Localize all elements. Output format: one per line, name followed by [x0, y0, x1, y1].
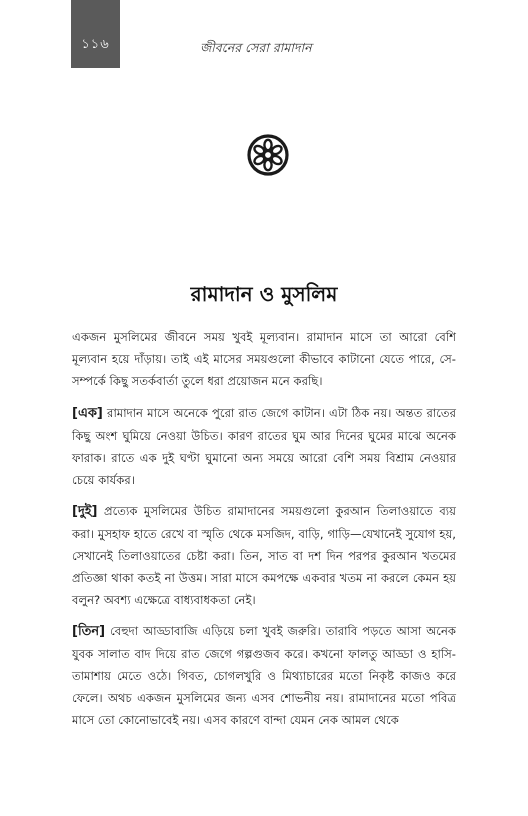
paragraph-three	[72, 620, 456, 731]
paragraph-text: প্রত্যেক মুসলিমের উচিত রামাদানের সময়গুলো কুরআন তিলাওয়াতে ব্যয় করা। মুসহাফ হাতে রেখে বা স্মৃতি থেকে মসজিদ, বাড়ি, গাড়ি—যেখানেই সুযোগ হয়, সেখানেই তিলাওয়াতের চেষ্টা করা। তিন, সাত বা দশ দিন পরপর কুরআন খতমের প্রতিজ্ঞা থাকা কতই না উত্তম। সারা মাসে কমপক্ষে একবার খতম না করলে কেমন হয় বলুন? অবশ্য এক্ষেত্রে বাধ্যবাধকতা নেই।	[72, 504, 456, 607]
paragraph-marker: [তিন]	[72, 624, 106, 639]
paragraph-marker: [দুই]	[72, 504, 98, 519]
flower-wheel-icon	[246, 133, 290, 177]
page-number: ১১৬	[81, 37, 110, 52]
paragraph-marker: [এক]	[72, 406, 103, 421]
paragraph-text: রামাদান মাসে অনেকে পুরো রাত জেগে কাটান। এটা ঠিক নয়। অন্তত রাতের কিছু অংশ ঘুমিয়ে নেওয়া উচিত। কারণ রাতের ঘুম আর দিনের ঘুমের মাঝে অনেক ফারাক। রাতে এক দুই ঘণ্টা ঘুমানো অন্য সময়ে আরো বেশি সময় বিশ্রাম নেওয়ার চেয়ে কার্যকর।	[72, 406, 456, 487]
paragraph-intro	[72, 326, 456, 392]
paragraph-text: বেহুদা আড্ডাবাজি এড়িয়ে চলা খুবই জরুরি। তারাবি পড়তে আসা অনেক যুবক সালাত বাদ দিয়ে রাত জেগে গল্পগুজব করে। কখনো ফালতু আড্ডা ও হাসি-তামাশায় মেতে ওঠে। গিবত, চোগলখুরি ও মিথ্যাচারের মতো নিকৃষ্ট কাজও করে ফেলে। অথচ একজন মুসলিমের জন্য এসব শোভনীয় নয়। রামাদানের মতো পবিত্র মাসে তো কোনোভাবেই নয়। এসব কারণে বান্দা যেমন নেক আমল থেকে	[72, 624, 456, 727]
chapter-title: রামাদান ও মুসলিম	[190, 282, 338, 306]
running-title: জীবনের সেরা রামাদান	[200, 40, 312, 55]
body-text	[72, 326, 456, 740]
paragraph-two	[72, 500, 456, 611]
paragraph-one	[72, 402, 456, 491]
page-number-tab	[71, 0, 120, 68]
paragraph-text: একজন মুসলিমের জীবনে সময় খুবই মূল্যবান। রামাদান মাসে তা আরো বেশি মূল্যবান হয়ে দাঁড়ায়। তাই এই মাসের সময়গুলো কীভাবে কাটানো যেতে পারে, সে-সম্পর্কে কিছু সতর্কবার্তা তুলে ধরা প্রয়োজন মনে করছি।	[72, 330, 456, 388]
